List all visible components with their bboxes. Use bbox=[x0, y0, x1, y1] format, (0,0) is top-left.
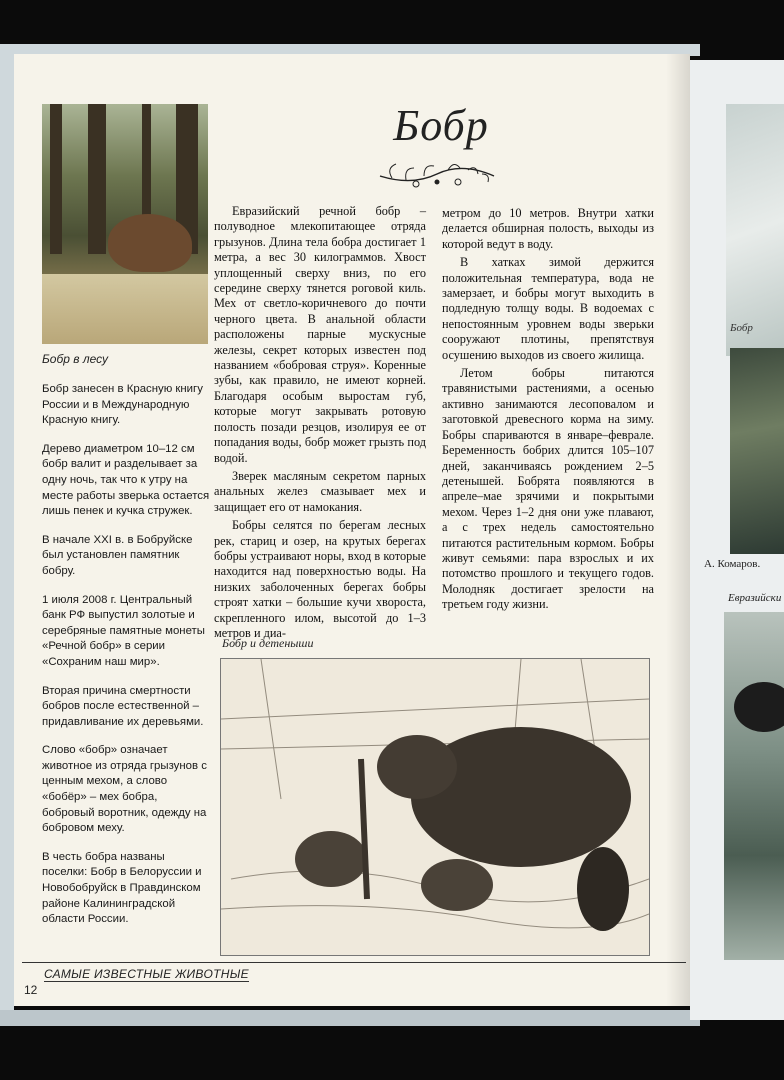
side-note: Бобр занесен в Красную книгу России и в Международную Красную книгу. bbox=[42, 383, 203, 427]
engraving-caption: Бобр и детеныши bbox=[222, 636, 314, 650]
paragraph: Зверек масляным секретом парных анальных желез смазывает мех и защищает его от намокания. bbox=[214, 468, 426, 514]
side-note: Вторая причина смертности бобров после естественной – придавливание их деревьями. bbox=[42, 684, 204, 728]
paragraph-continued: метром до 10 метров. Внутри хатки делается обширная полость, выходы из которой ведут в воду. bbox=[442, 206, 654, 251]
running-footer-title: САМЫЕ ИЗВЕСТНЫЕ ЖИВОТНЫЕ bbox=[44, 967, 249, 981]
text-column-1 bbox=[214, 204, 426, 641]
side-note: 1 июля 2008 г. Центральный банк РФ выпустил золотые и серебряные памятные монеты «Речной бобр» в серии «Сохраним наш мир». bbox=[42, 593, 205, 668]
side-note: В начале XXI в. в Бобруйске был установлен памятник бобру. bbox=[42, 533, 193, 577]
right-page-illustration-bottom bbox=[724, 612, 784, 960]
right-page-illustration-middle bbox=[730, 348, 784, 554]
book-cover-left-edge bbox=[0, 44, 14, 1024]
paragraph: Летом бобры питаются травянистыми растениями, а осенью активно занимаются лесоповалом и заготовкой древесного корма на зиму. Бобры спариваются в январе–феврале. Беременность бобрих длится 105–107 дней, заканчиваясь рождением 2–5 детенышей. Бобрята появляются в апреле–мае зрячими и покрытыми мехом. Через 1–2 дня они уже плавают, а с трех недель самостоятельно питаются растительным кормом. Бобры живут семьями: пара взрослых и их потомство прошлого и текущего годов. Молодняк достигает зрелости на третьем году жизни. bbox=[442, 366, 654, 612]
page-number: 12 bbox=[24, 983, 38, 997]
paragraph: Бобры селятся по берегам лесных рек, стариц и озер, на крутых берегах бобры устраивают норы, вход в которые находится над поверхностью воды. На низких заболоченных берегах бобры строят хатки – большие кучи хвороста, скрепленного илом, высотой до 1–3 метров и диа- bbox=[214, 518, 426, 640]
photo-caption: Бобр в лесу bbox=[42, 352, 109, 366]
footer-rule bbox=[22, 962, 686, 963]
side-note: В честь бобра названы поселки: Бобр в Белоруссии и Новобобруйск в Правдинском районе Калининградской области России. bbox=[42, 850, 202, 926]
book-cover-bottom-edge bbox=[0, 1010, 700, 1026]
paragraph: Евразийский речной бобр – полуводное млекопитающее отряда грызунов. Длина тела бобра достигает 1 метра, а вес 30 килограммов. Хвост уплощенный сверху вниз, по его середине сверху тянется роговой киль. Мех от светло-коричневого до почти черного цвета. В анальной области расположены парные мускусные железы, секрет которых известен под названием «бобровая струя». Коренные зубы, как правило, не имеют корней. Благодаря особым выростам губ, которые могут закрывать ротовую полость позади резцов, изолируя ее от попадания воды, бобр может грызть под водой. bbox=[214, 204, 426, 465]
side-note: Дерево диаметром 10–12 см бобр валит и разделывает за одну ночь, так что к утру на месте работы зверька остается лишь пенек и кучка стружек. bbox=[42, 442, 210, 518]
beaver-family-engraving bbox=[220, 658, 650, 956]
right-page-caption-2: А. Комаров. bbox=[704, 558, 761, 570]
right-page-illustration-top bbox=[726, 104, 784, 356]
paragraph: В хатках зимой держится положительная температура, вода не замерзает, и бобры могут выходить в подледную толщу воды. В водоемах с непостоянным уровнем воды зверьки сооружают плотины, препятствуя осушению выходов из своего жилища. bbox=[442, 255, 654, 362]
right-page-caption-3: Евразийски bbox=[728, 592, 782, 604]
beaver-forest-photo bbox=[42, 104, 208, 344]
floral-ornament-icon bbox=[372, 156, 502, 192]
side-notes bbox=[42, 382, 210, 941]
right-page-caption-1: Бобр bbox=[730, 322, 753, 334]
side-note: Слово «бобр» означает животное из отряда грызунов с ценным мехом, а слово «бобёр» – мех бобра, бобровый воротник, одежду на бобровом меху. bbox=[42, 744, 207, 835]
right-page bbox=[690, 60, 784, 1020]
page-gutter-shadow bbox=[666, 54, 690, 1006]
page-title: Бобр bbox=[393, 101, 489, 150]
text-column-2 bbox=[442, 206, 654, 613]
